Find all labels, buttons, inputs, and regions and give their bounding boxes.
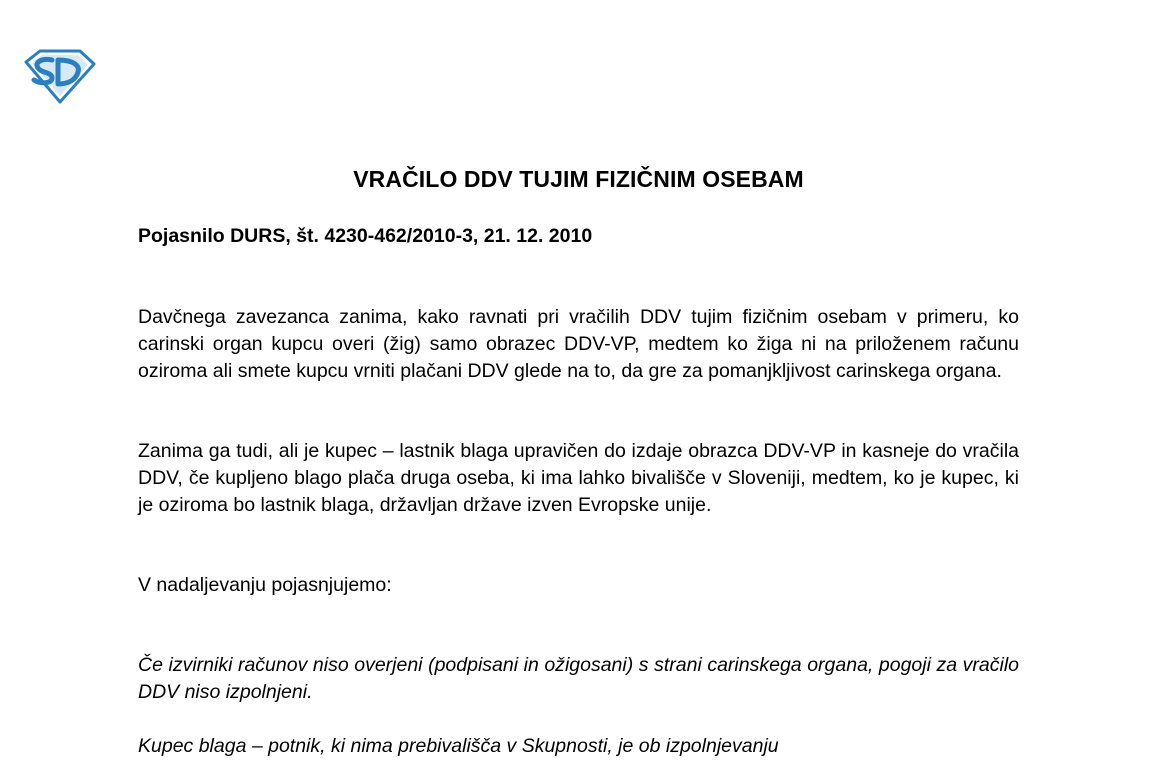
paragraph-answer-1: Če izvirniki računov niso overjeni (podpisani in ožigosani) s strani carinskega organa, pogoji za vračilo DDV niso izpolnjeni. — [138, 654, 1019, 703]
company-logo — [22, 48, 96, 104]
paragraph-question-2: Zanima ga tudi, ali je kupec – lastnik blaga upravičen do izdaje obrazca DDV-VP in kasneje do vračila DDV, če kupljeno blago plača druga oseba, ki ima lahko bivališče v Sloveniji, medtem, ko je kupec, ki je oziroma bo lastnik blaga, državljan države izven Evropske unije. — [138, 440, 1019, 516]
paragraph-intro-answer: V nadaljevanju pojasnjujemo: — [138, 574, 392, 596]
document-subtitle: Pojasnilo DURS, št. 4230-462/2010-3, 21. 12. 2010 — [138, 225, 593, 247]
document-title: VRAČILO DDV TUJIM FIZIČNIM OSEBAM — [353, 166, 804, 192]
paragraph-answer-2: Kupec blaga – potnik, ki nima prebivališča v Skupnosti, je ob izpolnjevanju — [138, 735, 779, 757]
paragraph-question-1: Davčnega zavezanca zanima, kako ravnati pri vračilih DDV tujim fizičnim osebam v primeru, ko carinski organ kupcu overi (žig) samo obrazec DDV-VP, medtem ko žiga ni na priloženem računu oziroma ali smete kupcu vrniti plačani DDV glede na to, da gre za pomanjkljivost carinskega organa. — [138, 306, 1019, 382]
